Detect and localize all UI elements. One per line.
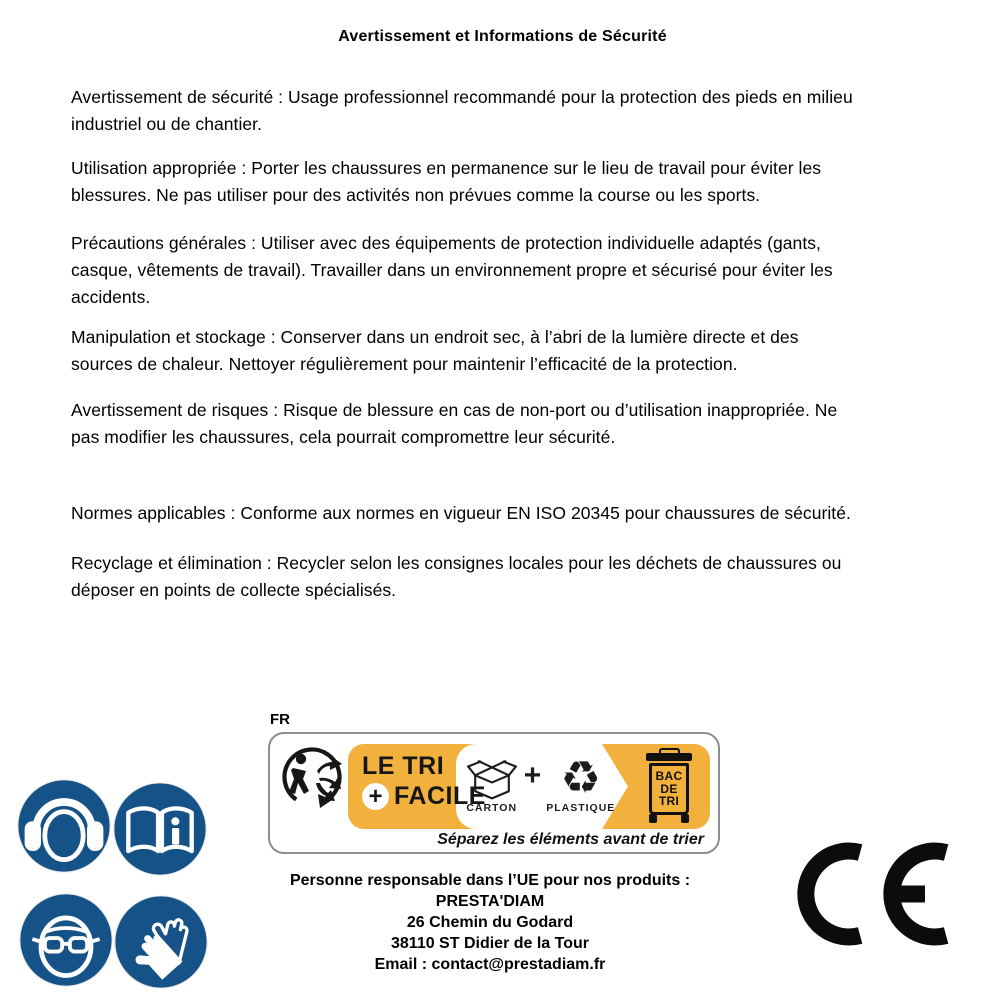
text-line: Personne responsable dans l’UE pour nos produits : [289, 872, 691, 889]
wear-protective-gloves-icon [113, 894, 209, 990]
text-line: Avertissement de sécurité : Usage professionnel recommandé pour la protection des pieds en milieu [71, 87, 853, 107]
sorting-bin-icon [644, 748, 694, 826]
text-line: Utilisation appropriée : Porter les chaussures en permanence sur le lieu de travail pour éviter les [71, 158, 822, 178]
wear-eye-protection-icon [18, 892, 114, 988]
paragraph-general-precautions [71, 230, 833, 311]
text-line: Recyclage et élimination : Recycler selon les consignes locales pour les déchets de chaussures ou [71, 553, 842, 573]
materials-row [454, 744, 626, 824]
info-tri-box [268, 732, 720, 854]
text-line: BAC [655, 769, 683, 784]
text-line: Avertissement de risques : Risque de blessure en cas de non-port ou d’utilisation inappropriée. Ne [71, 400, 838, 420]
text-line: sources de chaleur. Nettoyer régulièrement pour maintenir l’efficacité de la protection. [71, 354, 738, 374]
bin-label [649, 763, 689, 815]
ce-mark [797, 842, 951, 946]
text-line: déposer en points de collecte spécialisés. [71, 580, 397, 600]
material-plastique [546, 750, 616, 814]
facile-text: FACILE [394, 782, 486, 810]
text-line: Manipulation et stockage : Conserver dans un endroit sec, à l’abri de la lumière directe et des [71, 327, 799, 347]
paragraph-safety-warning [71, 84, 853, 138]
paragraph-applicable-standards [71, 500, 851, 527]
info-tri-label [268, 711, 720, 857]
triman-icon [280, 745, 344, 809]
plus-circle-icon: + [362, 783, 389, 810]
text-line: 38110 ST Didier de la Tour [391, 935, 589, 952]
text-line: casque, vêtements de travail). Travailler dans un environnement propre et sécurisé pour éviter les [71, 260, 833, 280]
recycling-triangle-icon: ♻ [560, 750, 601, 804]
text-line: accidents. [71, 287, 151, 307]
text-line: TRI [658, 794, 680, 809]
plastique-label: PLASTIQUE [546, 801, 616, 814]
paragraph-recycling-disposal [71, 550, 841, 604]
ce-letter-e [892, 851, 946, 937]
text-line: DE [660, 781, 678, 796]
page-title: Avertissement et Informations de Sécurité [338, 28, 667, 45]
paragraph-risk-warning [71, 397, 837, 451]
read-instruction-manual-icon [112, 781, 208, 877]
plus-sign: + [523, 759, 542, 792]
le-tri-text: LE TRI [362, 752, 445, 780]
text-line: pas modifier les chaussures, cela pourrait compromettre leur sécurité. [71, 427, 616, 447]
carton-box-icon [465, 755, 519, 801]
bin-lid [646, 753, 692, 761]
sorting-tagline: Séparez les éléments avant de trier [437, 831, 704, 848]
bin-wheel [649, 814, 657, 823]
bin-wheel [681, 814, 689, 823]
text-line: Normes applicables : Conforme aux normes en vigueur EN ISO 20345 pour chaussures de sécurité. [71, 503, 851, 523]
ce-letter-c [806, 851, 860, 937]
wear-ear-protection-icon [16, 778, 112, 874]
paragraph-handling-storage [71, 324, 799, 378]
text-line: Email : contact@prestadiam.fr [374, 956, 606, 973]
country-code-label: FR [270, 711, 290, 728]
carton-label: CARTON [466, 801, 518, 814]
material-carton [465, 755, 519, 814]
text-line: PRESTA'DIAM [435, 893, 545, 910]
text-line: industriel ou de chantier. [71, 114, 263, 134]
text-line: blessures. Ne pas utiliser pour des activités non prévues comme la course ou les sports. [71, 185, 761, 205]
eu-responsible-block [230, 870, 750, 975]
text-line: Précautions générales : Utiliser avec des équipements de protection individuelle adaptés (gants, [71, 233, 821, 253]
text-line: 26 Chemin du Godard [406, 914, 574, 931]
paragraph-proper-use [71, 155, 821, 209]
